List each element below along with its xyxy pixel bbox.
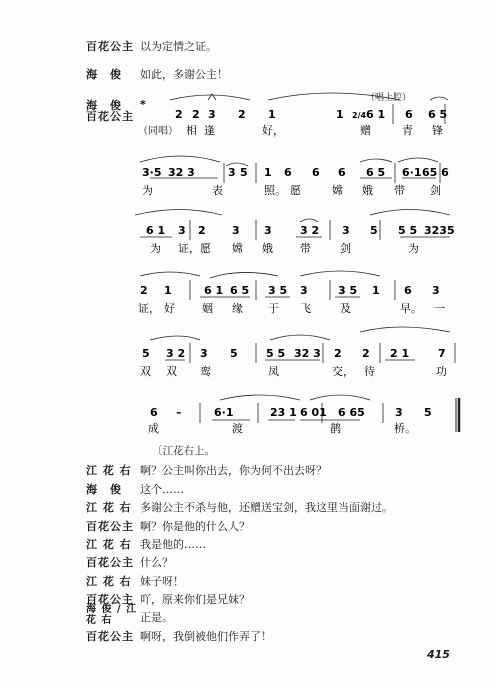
- lyric: 为: [142, 184, 153, 197]
- speaker-label: 海 俊: [86, 483, 122, 496]
- dialogue-text: 正是。: [140, 611, 173, 624]
- lyric: 带: [394, 184, 405, 197]
- lyric: 相: [186, 124, 197, 137]
- speaker-label: 百花公主: [86, 520, 134, 533]
- lyric: 飞: [300, 302, 311, 315]
- score-note: 5 5: [398, 224, 418, 237]
- score-note: 2: [175, 108, 183, 121]
- score-note: 6 5: [366, 166, 386, 179]
- score-note: 6 1: [204, 284, 224, 297]
- dialogue-text: 我是他的……: [140, 538, 206, 551]
- score-note: 2: [192, 108, 200, 121]
- dialogue-text: 这个……: [140, 483, 184, 496]
- score-note: 32 3: [168, 166, 195, 179]
- lyric: 一: [434, 302, 445, 315]
- lyric: 赠: [360, 124, 371, 137]
- speaker-label: 百花公主: [86, 110, 134, 123]
- score-note: 3 2: [166, 347, 186, 360]
- dialogue-text: 妹子呀！: [140, 575, 184, 588]
- lyric: 嫦: [332, 184, 343, 197]
- lyric: 缘: [232, 302, 243, 315]
- speaker-label: 江 花 右: [86, 464, 132, 477]
- dialogue-text: 吖，原来你们是兄妹？: [140, 593, 250, 606]
- score-note: 6 1: [146, 224, 166, 237]
- score-note: 3 5: [268, 284, 288, 297]
- score-note: 3: [200, 347, 208, 360]
- speaker-label: 百花公主: [86, 556, 134, 569]
- lyric: 功: [436, 365, 447, 378]
- lyric: 早。: [400, 302, 422, 315]
- lyric: 为: [408, 242, 419, 255]
- score-note: 6·1: [214, 406, 234, 419]
- score-note: 3: [232, 224, 240, 237]
- speaker-label: 百花公主: [86, 40, 134, 53]
- score-note: 6: [284, 166, 292, 179]
- score-note: 1: [336, 108, 344, 121]
- score-note: 3: [208, 108, 216, 121]
- score-note: 6·1: [402, 166, 422, 179]
- lyric: 愿: [200, 242, 211, 255]
- score-note: 6 5: [230, 284, 250, 297]
- score-note: 5: [240, 166, 248, 179]
- page-number: 415: [427, 648, 450, 661]
- speaker-label: 江 花 右: [86, 538, 132, 551]
- score-note: 7: [438, 347, 446, 360]
- score-note: 5: [370, 224, 378, 237]
- lyric: 于: [268, 302, 279, 315]
- score-note: 1: [372, 284, 380, 297]
- score-note: 3: [342, 224, 350, 237]
- score-note: 2: [238, 108, 246, 121]
- score-note: 5: [230, 347, 238, 360]
- score-note: 6 01: [300, 406, 327, 419]
- score-note: 3: [178, 224, 186, 237]
- lyric: 剑: [340, 242, 351, 255]
- lyric: 娥: [262, 242, 273, 255]
- lyric: 渡: [232, 422, 243, 435]
- score-note: 3: [264, 224, 272, 237]
- lyric: 嫦: [232, 242, 243, 255]
- score-note: 6: [312, 166, 320, 179]
- lyric: 及: [340, 302, 351, 315]
- score-note: 5 5: [266, 347, 286, 360]
- dialogue-text: 什么？: [140, 556, 173, 569]
- score-note: 5: [424, 406, 432, 419]
- lyric: 青: [402, 124, 413, 137]
- lyric: 交，: [332, 365, 354, 378]
- dialogue-text: 如此，多谢公主！: [140, 68, 228, 81]
- lyric: 为: [150, 242, 161, 255]
- speaker-label: 海 俊: [86, 99, 122, 112]
- lyric: 好: [164, 302, 175, 315]
- dialogue-text: 以为定情之证。: [140, 40, 217, 53]
- score-note: 3 5: [338, 284, 358, 297]
- lyric: 逢: [204, 124, 215, 137]
- lyric: 证，: [138, 302, 160, 315]
- singing-cue: （唱上腔）: [366, 93, 412, 103]
- score-note: 6: [150, 406, 158, 419]
- score-note: 2: [198, 224, 206, 237]
- score-note: 23 1: [270, 406, 297, 419]
- score-note: 6 5: [428, 108, 448, 121]
- stage-direction: 〔江花右上。: [152, 445, 215, 457]
- score-note: 32 3: [294, 347, 321, 360]
- dialogue-text: 啊？你是他的什么人？: [140, 520, 250, 533]
- lyric: 鸾: [200, 365, 211, 378]
- time-signature: 2/4: [352, 111, 367, 120]
- dialogue-text: 啊？公主叫你出去，你为何不出去呀？: [140, 464, 327, 477]
- dialogue-text: 多谢公主不杀与他，还赠送宝剑，我这里当面谢过。: [140, 501, 393, 514]
- lyric: 带: [300, 242, 311, 255]
- score-note: 2: [334, 347, 342, 360]
- score-note: 6: [405, 108, 413, 121]
- score-note: 1: [164, 284, 172, 297]
- lyric: 好，: [262, 124, 284, 137]
- score-note: 6: [404, 284, 412, 297]
- score-note: 3: [395, 406, 403, 419]
- speaker-label: 百花公主: [86, 593, 134, 606]
- lyric: 愿: [290, 184, 301, 197]
- score-note: 3: [300, 284, 308, 297]
- singing-cue: （同唱）: [138, 126, 178, 137]
- speaker-label: 海 俊: [86, 68, 122, 81]
- lyric: 剑: [430, 184, 441, 197]
- lyric: 照。: [264, 184, 286, 197]
- speaker-label: 江 花 右: [86, 501, 132, 514]
- score-note: 6: [338, 166, 346, 179]
- score-note: 1: [264, 166, 272, 179]
- lyric: 证，: [178, 242, 200, 255]
- lyric: 成: [148, 422, 159, 435]
- score-note: *: [140, 98, 146, 111]
- score-note: 3·5: [142, 166, 162, 179]
- speaker-label: 百花公主: [86, 630, 134, 643]
- score-note: 65 6: [422, 166, 449, 179]
- score-note: 3235: [424, 224, 455, 237]
- score-note: 5: [142, 347, 150, 360]
- lyric: 表: [212, 184, 223, 197]
- lyric: 双: [166, 365, 177, 378]
- speaker-label: 江 花 右: [86, 575, 132, 588]
- score-note: 6 1: [366, 108, 386, 121]
- score-note: 3: [432, 284, 440, 297]
- score-note: –: [176, 406, 182, 419]
- score-note: 2: [362, 347, 370, 360]
- score-note: 6 65: [338, 406, 365, 419]
- score-note: 3: [228, 166, 236, 179]
- lyric: 桥。: [394, 422, 416, 435]
- lyric: 凤: [268, 365, 279, 378]
- speaker-label: 海 俊 / 江 花 右: [86, 604, 138, 626]
- lyric: 鹊: [330, 422, 341, 435]
- dialogue-text: 啊呀，我倒被他们作弄了！: [140, 630, 272, 643]
- score-note: 1: [268, 108, 276, 121]
- lyric: 锋: [432, 124, 443, 137]
- lyric: 姻: [202, 302, 213, 315]
- lyric: 双: [140, 365, 151, 378]
- score-note: 2: [140, 284, 148, 297]
- score-note: 2 1: [390, 347, 410, 360]
- score-note: 3 2: [300, 224, 320, 237]
- lyric: 待: [364, 365, 375, 378]
- lyric: 娥: [362, 184, 373, 197]
